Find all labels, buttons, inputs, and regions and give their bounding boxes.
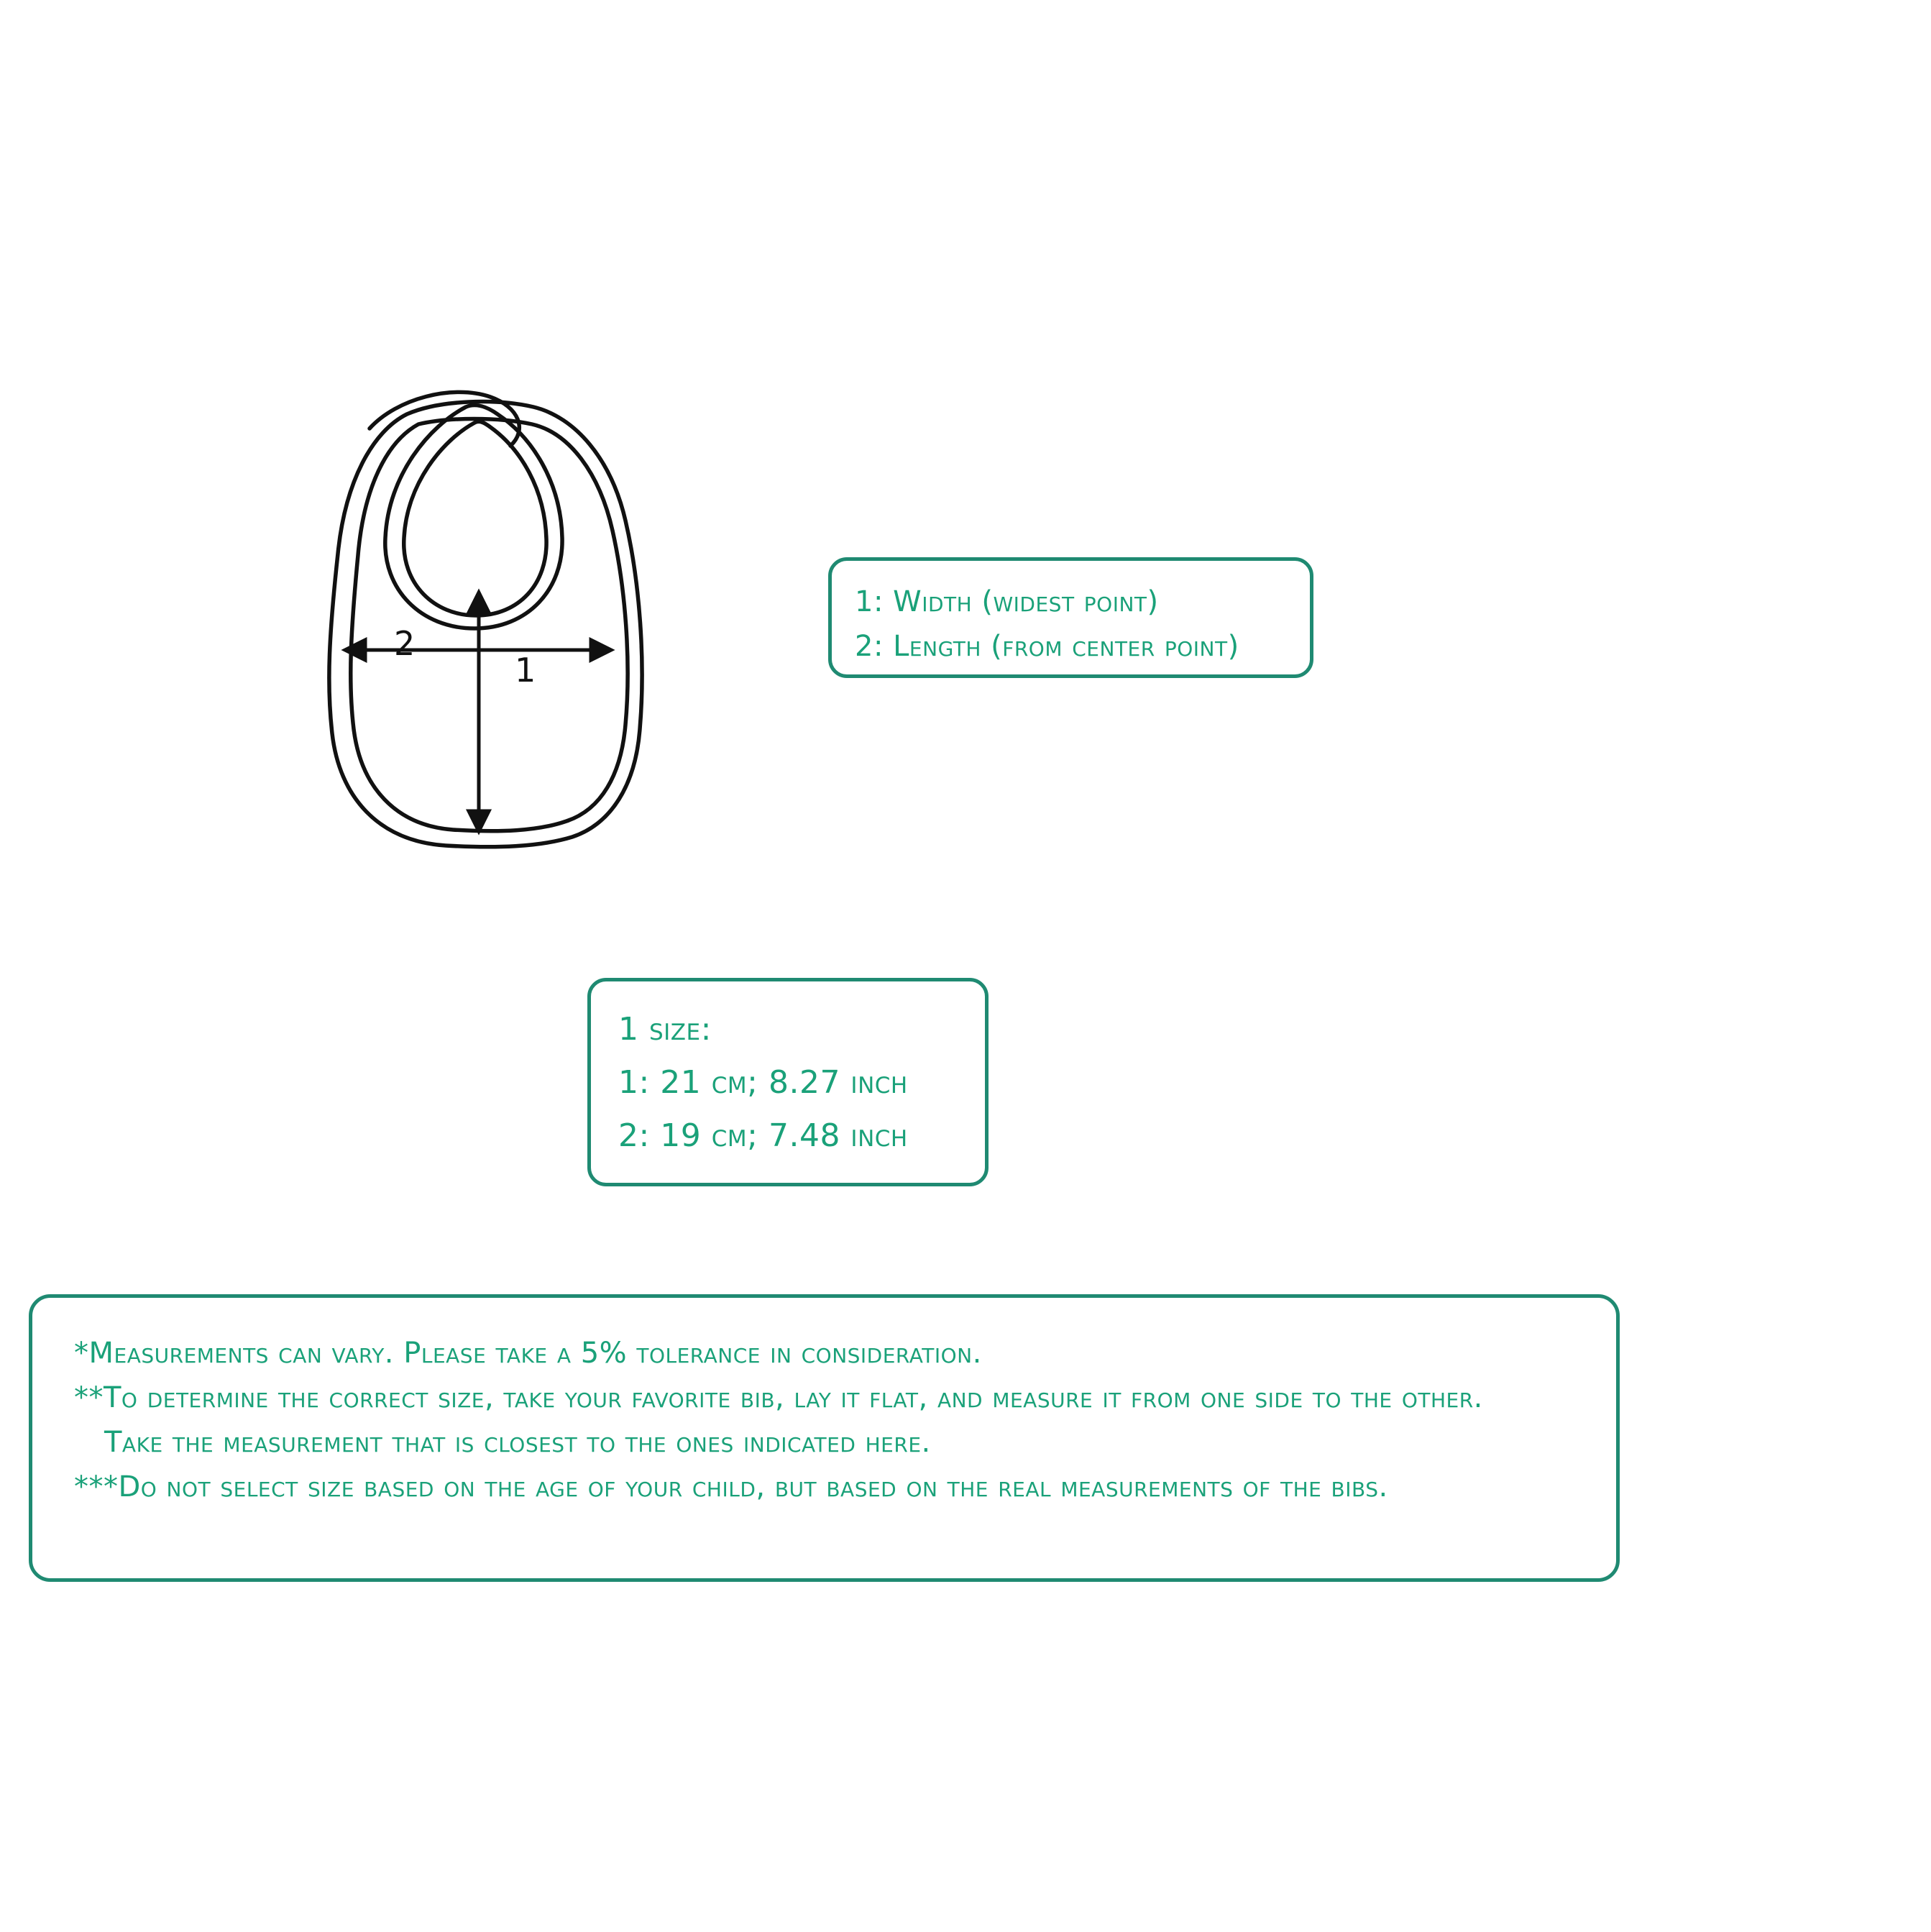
note-how-to-measure-cont: Take the measurement that is closest to the ones indicated here. xyxy=(104,1426,931,1459)
legend-box xyxy=(828,557,1313,678)
bib-outer-contour xyxy=(329,402,642,847)
legend-line-width: 1: Width (widest point) xyxy=(855,585,1159,618)
width-arrow-head-left xyxy=(345,640,365,660)
width-arrow-head-right xyxy=(591,640,611,660)
width-measure-label: 1 xyxy=(515,651,536,690)
length-arrow-head-top xyxy=(469,592,489,613)
length-measure-label: 2 xyxy=(394,624,416,663)
legend-line-length: 2: Length (from center point) xyxy=(855,630,1239,663)
bib-diagram xyxy=(237,345,697,877)
measurement-arrows xyxy=(345,592,611,831)
size-width-value: 1: 21 cm; 8.27 inch xyxy=(618,1064,908,1101)
note-age-warning: ***Do not select size based on the age of your child, but based on the real measurements of the bibs. xyxy=(74,1470,1388,1503)
size-length-value: 2: 19 cm; 7.48 inch xyxy=(618,1117,908,1154)
neck-opening-outer xyxy=(385,406,562,628)
note-tolerance: *Measurements can vary. Please take a 5% tolerance in consideration. xyxy=(74,1337,982,1370)
notes-box xyxy=(29,1294,1620,1582)
note-how-to-measure: **To determine the correct size, take your favorite bib, lay it flat, and measure it from one side to the other. xyxy=(74,1381,1483,1414)
bib-inner-contour xyxy=(351,419,628,831)
size-box xyxy=(587,978,989,1186)
neck-opening-inner xyxy=(404,421,546,615)
bib-outline-svg xyxy=(237,345,697,877)
size-heading: 1 size: xyxy=(618,1011,712,1048)
length-arrow-head-bottom xyxy=(469,811,489,831)
